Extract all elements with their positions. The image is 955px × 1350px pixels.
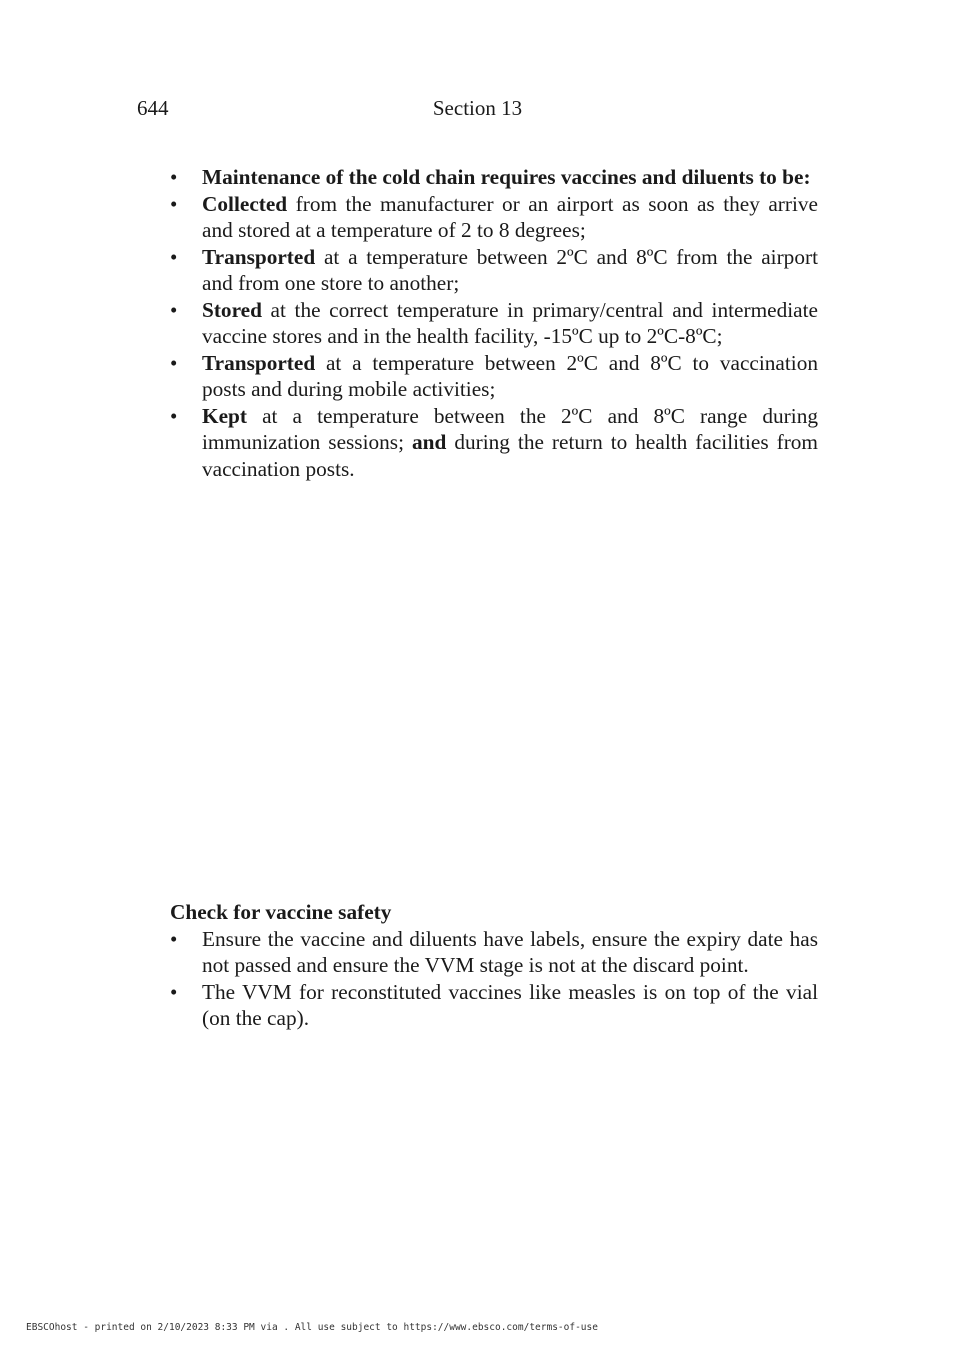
list-item (170, 403, 818, 483)
list-item (170, 297, 818, 350)
cold-chain-list (170, 164, 818, 482)
list-item (170, 164, 818, 191)
item-bold-text: Transported (202, 244, 316, 269)
safety-heading: Check for vaccine safety (170, 900, 392, 924)
list-item (170, 191, 818, 244)
list-item (170, 244, 818, 297)
section-title: Section 13 (432, 96, 523, 120)
list-item (170, 350, 818, 403)
item-text: at a temperature between 2ºC and 8ºC from the airport and from one store to another; (202, 244, 818, 295)
item-text: at a temperature between the 2ºC and 8ºC range during immunization sessions; (202, 403, 818, 454)
vaccine-safety-block (170, 899, 818, 1032)
item-bold-text: Transported (202, 350, 316, 375)
item-bold-text: Maintenance of the cold chain requires vaccines and diluents to be: (202, 165, 811, 189)
item-bold-text: and (412, 430, 447, 454)
item-bold-text: Collected (202, 191, 288, 216)
item-bold-text: Stored (202, 297, 262, 322)
list-item: • The VVM for reconstituted vaccines like measles is on top of the vial (on the cap). (170, 979, 818, 1032)
item-bold-text: Kept (202, 403, 247, 428)
item-text: from the manufacturer or an airport as soon as they arrive and stored at a temperature of 2 to 8 degrees; (202, 191, 818, 242)
cold-chain-list-block (170, 164, 818, 482)
page-number: 644 (137, 96, 169, 120)
item-text: during the return to health facilities from vaccination posts. (202, 430, 818, 481)
ebsco-footer: EBSCOhost - printed on 2/10/2023 8:33 PM via . All use subject to https://www.ebsco.com/terms-of-use (26, 1322, 598, 1333)
item-text: at a temperature between 2ºC and 8ºC to vaccination posts and during mobile activities; (202, 350, 818, 401)
item-text: at the correct temperature in primary/central and intermediate vaccine stores and in the health facility, -15ºC up to 2ºC-8ºC; (202, 297, 818, 348)
list-item: • Ensure the vaccine and diluents have labels, ensure the expiry date has not passed and ensure the VVM stage is not at the discard point. (170, 926, 818, 979)
safety-list (170, 926, 818, 1032)
